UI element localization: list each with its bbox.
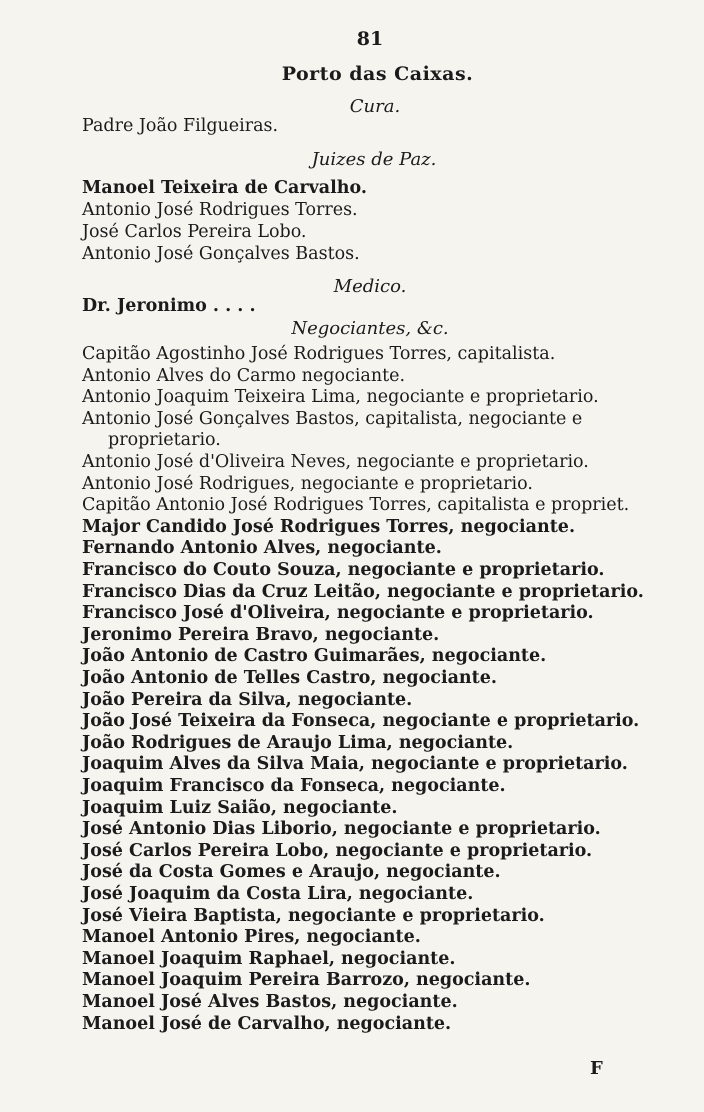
place-heading: Porto das Caixas.	[281, 63, 474, 85]
negociante-line: Francisco do Couto Souza, negociante e proprietario.	[82, 560, 605, 580]
negociante-line: Antonio Joaquim Teixeira Lima, negociante e proprietario.	[82, 387, 599, 407]
negociante-line: Francisco José d'Oliveira, negociante e proprietario.	[82, 603, 594, 623]
negociante-line: Major Candido José Rodrigues Torres, negociante.	[82, 517, 576, 537]
negociante-line: José Antonio Dias Liborio, negociante e proprietario.	[82, 819, 601, 839]
juiz-line: José Carlos Pereira Lobo.	[82, 222, 307, 242]
negociante-line: Joaquim Francisco da Fonseca, negociante.	[82, 776, 506, 796]
negociante-line: José Vieira Baptista, negociante e proprietario.	[82, 906, 545, 926]
section-medico: Medico.	[333, 276, 407, 297]
negociante-line: João Antonio de Castro Guimarães, negociante.	[82, 646, 547, 666]
negociante-line: proprietario.	[108, 430, 221, 450]
negociante-line: João Rodrigues de Araujo Lima, negociante.	[82, 733, 514, 753]
negociante-line: Antonio José d'Oliveira Neves, negociante e proprietario.	[82, 452, 589, 472]
negociante-line: Joaquim Alves da Silva Maia, negociante e proprietario.	[82, 754, 628, 774]
negociante-line: Antonio José Rodrigues, negociante e proprietario.	[82, 474, 533, 494]
signature-mark: F	[590, 1058, 603, 1079]
juiz-line: Antonio José Rodrigues Torres.	[82, 200, 358, 220]
negociante-line: Manoel Joaquim Raphael, negociante.	[82, 949, 456, 969]
negociante-line: Manoel Joaquim Pereira Barrozo, negociante.	[82, 970, 531, 990]
juiz-line: Antonio José Gonçalves Bastos.	[82, 244, 360, 264]
medico-line: Dr. Jeronimo . . . .	[82, 296, 256, 316]
negociante-line: Manoel José Alves Bastos, negociante.	[82, 992, 458, 1012]
section-cura: Cura.	[349, 96, 401, 117]
negociante-line: José da Costa Gomes e Araujo, negociante.	[82, 862, 501, 882]
negociante-line: Antonio Alves do Carmo negociante.	[82, 366, 406, 386]
juiz-line: Manoel Teixeira de Carvalho.	[82, 178, 367, 198]
negociante-line: Manoel Antonio Pires, negociante.	[82, 927, 421, 947]
negociante-line: João Pereira da Silva, negociante.	[82, 690, 413, 710]
negociante-line: Joaquim Luiz Saião, negociante.	[82, 798, 398, 818]
section-juizes: Juizes de Paz.	[311, 149, 437, 170]
negociante-line: João José Teixeira da Fonseca, negociante e proprietario.	[82, 711, 640, 731]
negociante-line: Manoel José de Carvalho, negociante.	[82, 1014, 452, 1034]
negociante-line: Antonio José Gonçalves Bastos, capitalista, negociante e	[82, 409, 583, 429]
section-negociantes: Negociantes, &c.	[291, 318, 449, 339]
negociante-line: Capitão Agostinho José Rodrigues Torres, capitalista.	[82, 344, 556, 364]
negociante-line: José Carlos Pereira Lobo, negociante e proprietario.	[82, 841, 593, 861]
page-number: 81	[356, 28, 384, 50]
negociante-line: José Joaquim da Costa Lira, negociante.	[82, 884, 474, 904]
cura-line: Padre João Filgueiras.	[82, 116, 279, 136]
negociante-line: Francisco Dias da Cruz Leitão, negociante e proprietario.	[82, 582, 644, 602]
negociante-line: Capitão Antonio José Rodrigues Torres, capitalista e propriet.	[82, 495, 630, 515]
negociante-line: Jeronimo Pereira Bravo, negociante.	[82, 625, 440, 645]
negociante-line: Fernando Antonio Alves, negociante.	[82, 538, 442, 558]
negociante-line: João Antonio de Telles Castro, negociante.	[82, 668, 497, 688]
